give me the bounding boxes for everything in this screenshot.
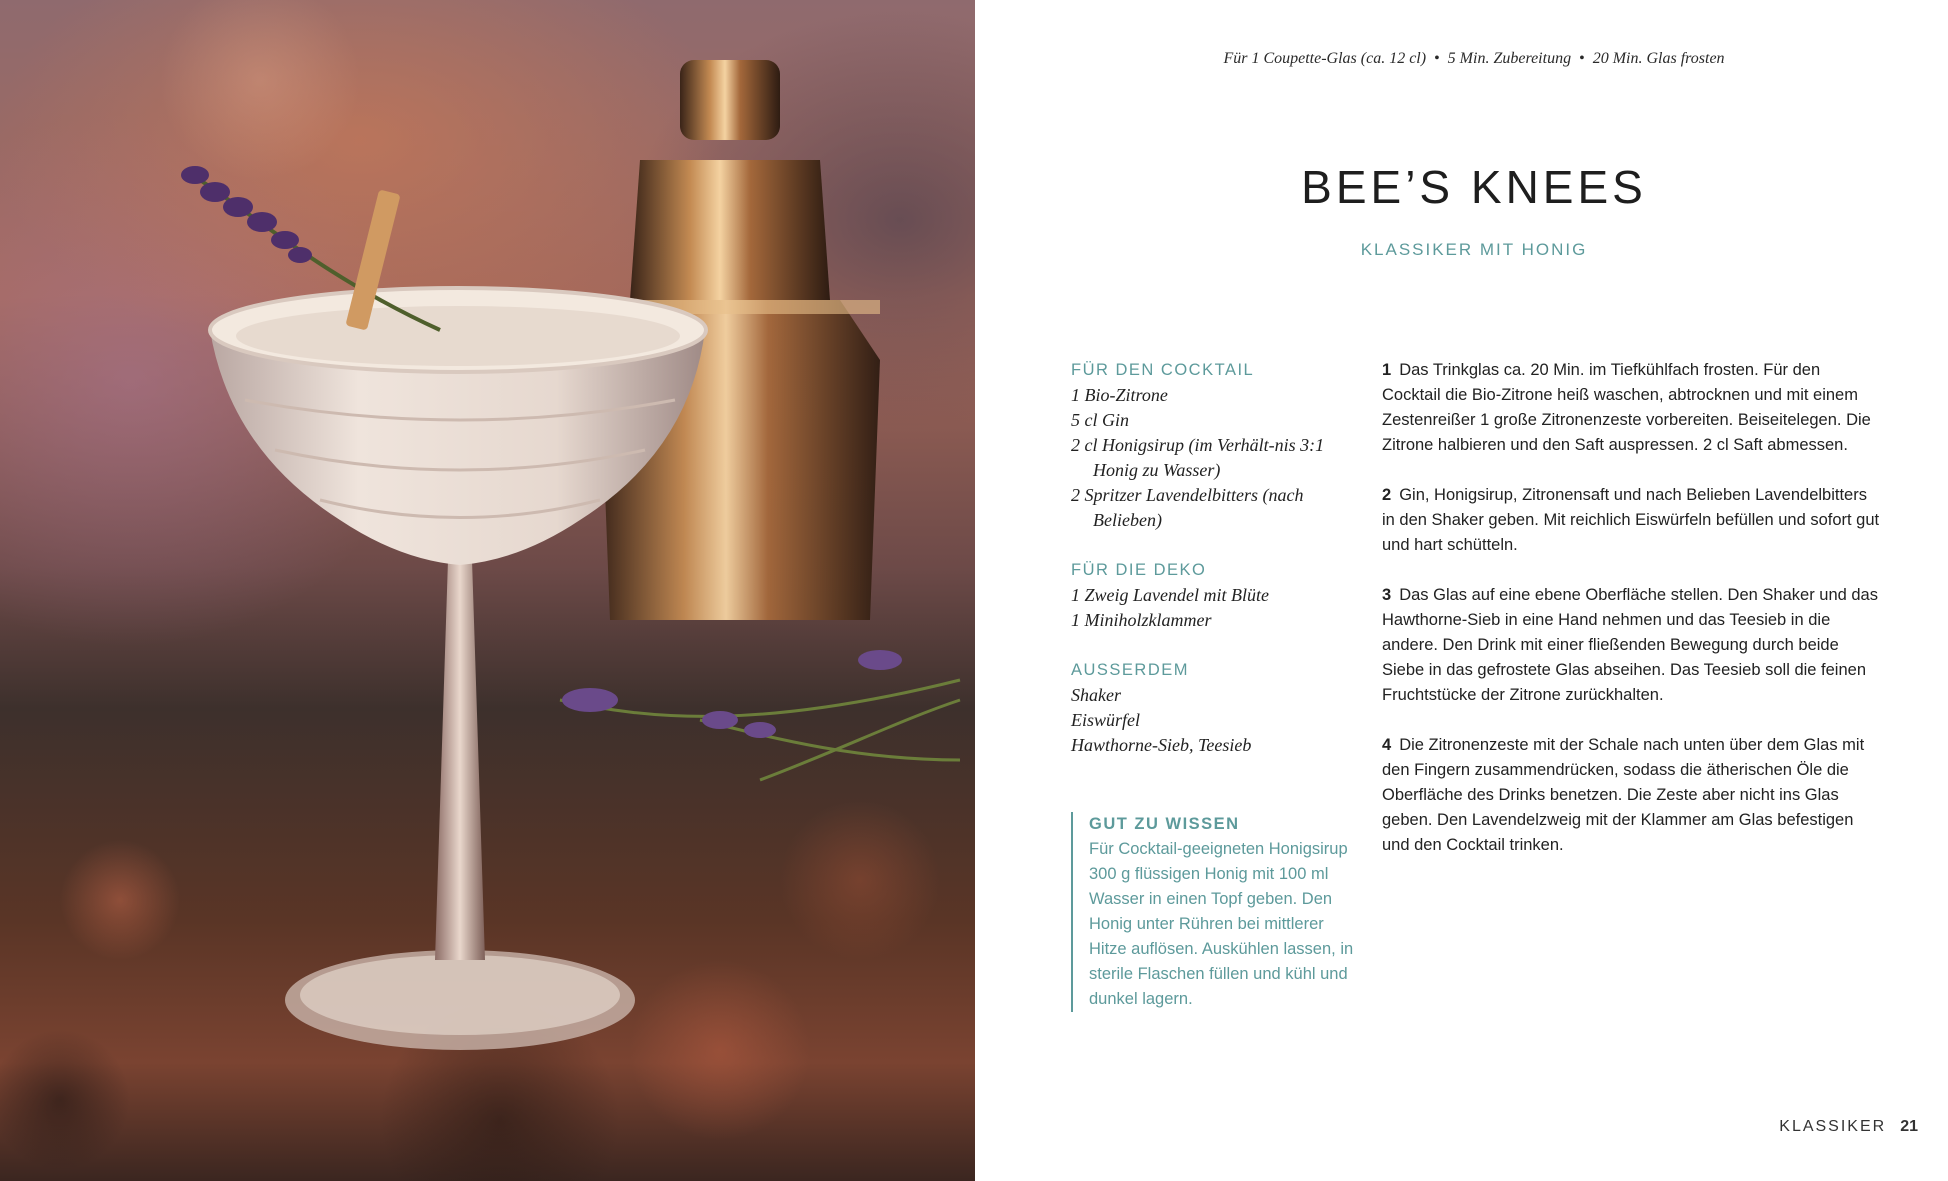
ingredient-item: 2 cl Honigsirup (im Verhält-nis 3:1 Honig zu Wasser) xyxy=(1071,435,1325,480)
ingredient-heading: FÜR DEN COCKTAIL xyxy=(1071,361,1255,379)
section-name: KLASSIKER xyxy=(1779,1118,1887,1135)
meta-separator: • xyxy=(1579,50,1585,67)
instruction-step xyxy=(1382,483,1882,558)
ingredient-item: 5 cl Gin xyxy=(1071,410,1129,430)
ingredient-group-deko xyxy=(1071,558,1331,633)
step-number: 2 xyxy=(1382,486,1392,504)
ingredient-heading: AUSSERDEM xyxy=(1071,661,1190,679)
meta-separator: • xyxy=(1434,50,1440,67)
step-text: Das Trinkglas ca. 20 Min. im Tiefkühlfach frosten. Für den Cocktail die Bio-Zitrone heiß waschen, abtrocknen und mit einem Zestenreißer 1 große Zitronenzeste vorbereiten. Beiseitelegen. Die Zitrone halbieren und den Saft auspressen. 2 cl Saft abmessen. xyxy=(1382,361,1871,454)
meta-freeze-time: 20 Min. Glas frosten xyxy=(1592,50,1725,67)
tip-heading: GUT ZU WISSEN xyxy=(1089,815,1240,833)
step-number: 1 xyxy=(1382,361,1392,379)
page-footer xyxy=(1779,1118,1918,1136)
instructions-column xyxy=(1382,358,1882,883)
recipe-subtitle: KLASSIKER MIT HONIG xyxy=(1360,240,1588,259)
meta-serving: Für 1 Coupette-Glas (ca. 12 cl) xyxy=(1223,50,1427,67)
ingredient-item: Shaker xyxy=(1071,685,1121,705)
recipe-meta xyxy=(1000,50,1948,68)
instruction-step xyxy=(1382,358,1882,458)
coupe-glass xyxy=(210,288,706,1050)
step-text: Das Glas auf eine ebene Oberfläche stellen. Den Shaker und das Hawthorne-Sieb in eine Hand nehmen und das Teesieb in die andere. Den Drink mit einer fließenden Bewegung durch beide Siebe in das gefrostete Glas abseihen. Das Teesieb soll die feinen Fruchtstücke der Zitrone zurückhalten. xyxy=(1382,586,1878,704)
instruction-step xyxy=(1382,583,1882,708)
ingredient-group-ausserdem xyxy=(1071,658,1331,758)
ingredient-group-cocktail xyxy=(1071,358,1331,533)
recipe-title: BEE’S KNEES xyxy=(1301,161,1647,213)
ingredients-column xyxy=(1071,358,1331,758)
ingredient-list xyxy=(1071,583,1331,633)
ingredient-item: 1 Miniholzklammer xyxy=(1071,610,1212,630)
ingredient-item: 2 Spritzer Lavendelbitters (nach Belieben) xyxy=(1071,485,1304,530)
ingredient-heading: FÜR DIE DEKO xyxy=(1071,561,1207,579)
step-text: Gin, Honigsirup, Zitronensaft und nach Belieben Lavendelbitters in den Shaker geben. Mit reichlich Eiswürfeln befüllen und sofort gut und hart schütteln. xyxy=(1382,486,1880,554)
ingredient-item: Eiswürfel xyxy=(1071,710,1141,730)
lavender-blossoms-table xyxy=(562,650,902,738)
ingredient-item: Hawthorne-Sieb, Teesieb xyxy=(1071,735,1252,755)
step-number: 4 xyxy=(1382,736,1392,754)
tip-box xyxy=(1071,812,1359,1012)
instruction-step xyxy=(1382,733,1882,858)
meta-prep-time: 5 Min. Zubereitung xyxy=(1447,50,1572,67)
ingredient-item: 1 Zweig Lavendel mit Blüte xyxy=(1071,585,1269,605)
ingredient-list xyxy=(1071,683,1331,758)
ingredient-item: 1 Bio-Zitrone xyxy=(1071,385,1168,405)
step-text: Die Zitronenzeste mit der Schale nach unten über dem Glas mit den Fingern zusammendrücken, sodass die ätherischen Öle die Oberfläche des Drinks benetzen. Die Zeste aber nicht ins Glas geben. Den Lavendelzweig mit der Klammer am Glas befestigen und den Cocktail trinken. xyxy=(1382,736,1865,854)
tip-text: Für Cocktail-geeigneten Honigsirup 300 g flüssigen Honig mit 100 ml Wasser in einen Topf geben. Den Honig unter Rühren bei mittlerer Hitze auflösen. Auskühlen lassen, in sterile Flaschen füllen und kühl und dunkel lagern. xyxy=(1089,840,1354,1008)
step-number: 3 xyxy=(1382,586,1392,604)
page-number: 21 xyxy=(1900,1118,1918,1135)
ingredient-list xyxy=(1071,383,1331,533)
